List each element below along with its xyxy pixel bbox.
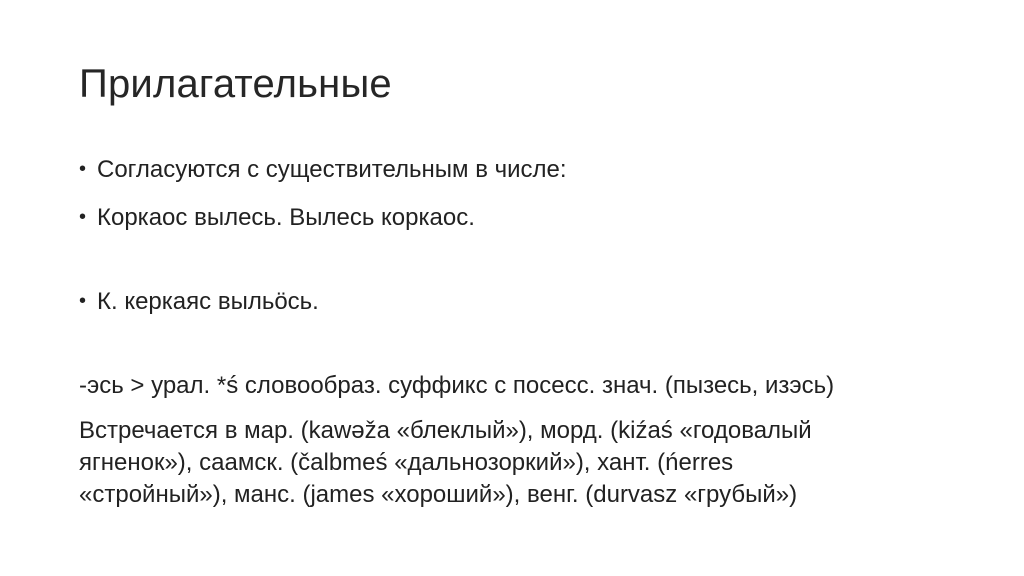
bullet-item bbox=[79, 156, 567, 184]
bullet-text: К. керкаяс выльӧсь. bbox=[97, 288, 319, 315]
suffix-paragraph bbox=[79, 370, 834, 402]
bullet-dot-icon: • bbox=[79, 206, 87, 228]
bullet-text: Коркаос вылесь. Вылесь коркаос. bbox=[97, 204, 475, 231]
bullet-item bbox=[79, 204, 475, 232]
bullet-dot-icon: • bbox=[79, 290, 87, 312]
paragraph-line: Встречается в мар. (kawəža «блеклый»), морд. (kiźaś «годовалый bbox=[79, 417, 812, 444]
cognates-paragraph bbox=[79, 415, 812, 511]
slide-title: Прилагательные bbox=[79, 62, 392, 106]
bullet-dot-icon: • bbox=[79, 158, 87, 180]
paragraph-line: «стройный»), манс. (james «хороший»), венг. (durvasz «грубый») bbox=[79, 481, 798, 508]
bullet-item bbox=[79, 288, 319, 316]
paragraph-line: ягненок»), саамск. (čalbmeś «дальнозоркий»), хант. (ńerres bbox=[79, 449, 734, 476]
bullet-text: Согласуются с существительным в числе: bbox=[97, 156, 567, 183]
paragraph-line: -эсь > урал. *ś словообраз. суффикс с посесс. знач. (пызесь, изэсь) bbox=[79, 372, 835, 399]
